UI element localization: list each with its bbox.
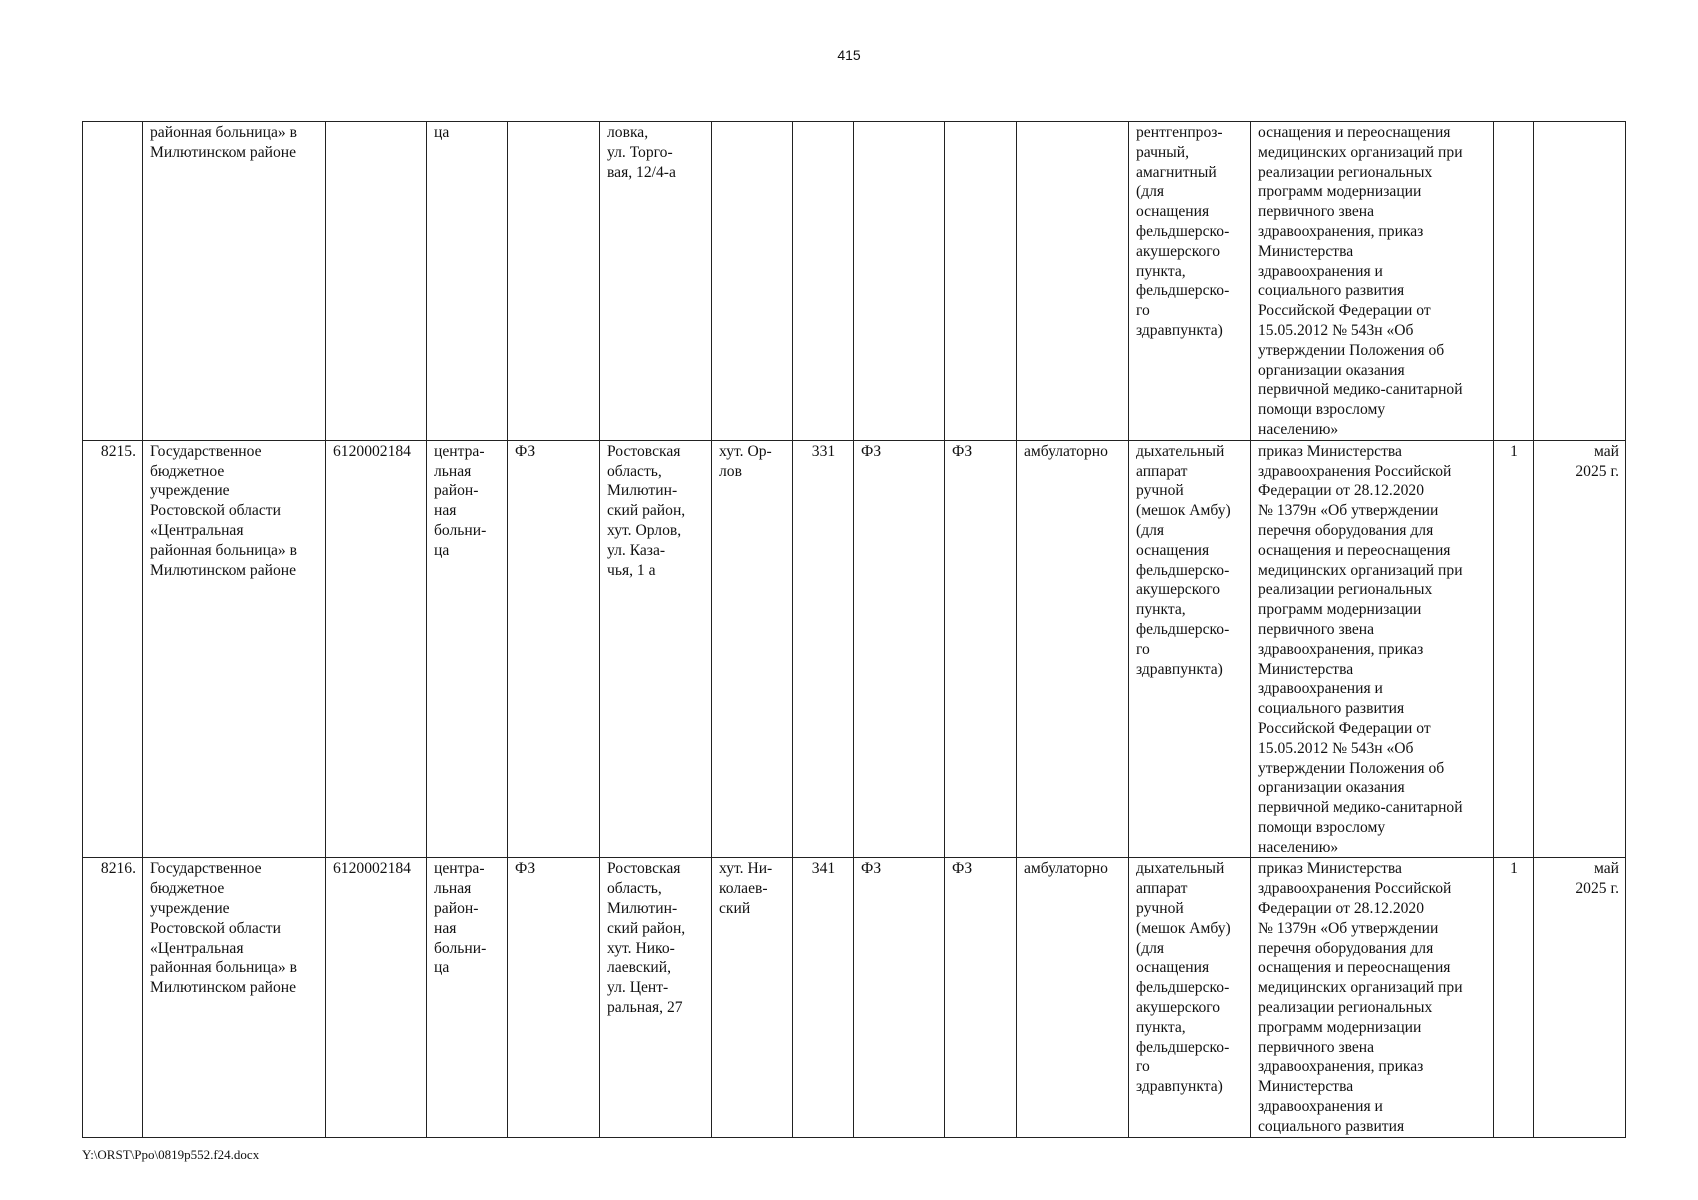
cell-basis: приказ Министерства здравоохранения Российской Федерации от 28.12.2020 № 1379н «Об утверждении перечня оборудования для оснащения и переоснащения медицинских организаций при реализации региональных программ модернизации первичного звена здравоохранения, приказ Министерства здравоохранения и социального развития Российской Федерации от 15.05.2012 № 543н «Об утверждении Положения об организации оказания первичной медико-санитарной помощи взрослому населению» (1251, 440, 1494, 858)
cell-number (83, 122, 143, 441)
cell-settlement: хут. Ор- лов (712, 440, 793, 858)
page-number: 415 (837, 47, 861, 63)
cell-organization: Государственное бюджетное учреждение Ростовской области «Центральная районная больница» в Милютинском районе (143, 440, 326, 858)
cell-unit (854, 122, 945, 441)
cell-inn: 6120002184 (326, 858, 427, 1137)
cell-inn: 6120002184 (326, 440, 427, 858)
equipment-table (82, 121, 1626, 1138)
cell-quantity: 1 (1494, 858, 1534, 1137)
cell-unit-type: ФЗ (945, 440, 1017, 858)
cell-org-type: центра- льная район- ная больни- ца (427, 858, 508, 1137)
cell-address: ловка, ул. Торго- вая, 12/4-а (600, 122, 712, 441)
cell-population (793, 122, 854, 441)
cell-number: 8215. (83, 440, 143, 858)
cell-settlement: хут. Ни- колаев- ский (712, 858, 793, 1137)
cell-unit: ФЗ (854, 858, 945, 1137)
cell-ownership: ФЗ (508, 858, 600, 1137)
cell-organization: районная больница» в Милютинском районе (143, 122, 326, 441)
cell-term (1534, 122, 1626, 441)
cell-number: 8216. (83, 858, 143, 1137)
cell-quantity: 1 (1494, 440, 1534, 858)
footer-file-path: Y:\ORST\Ppo\0819p552.f24.docx (82, 1147, 260, 1162)
cell-settlement (712, 122, 793, 441)
cell-term: май 2025 г. (1534, 858, 1626, 1137)
table-row (83, 122, 1626, 441)
cell-address: Ростовская область, Милютин- ский район, хут. Орлов, ул. Каза- чья, 1 а (600, 440, 712, 858)
cell-org-type: центра- льная район- ная больни- ца (427, 440, 508, 858)
cell-unit-type (945, 122, 1017, 441)
table-row (83, 440, 1626, 858)
cell-equipment: дыхательный аппарат ручной (мешок Амбу) (для оснащения фельдшерско- акушерского пункта, фельдшерско- го здравпункта) (1129, 440, 1251, 858)
cell-quantity (1494, 122, 1534, 441)
cell-unit-type: ФЗ (945, 858, 1017, 1137)
cell-equipment: дыхательный аппарат ручной (мешок Амбу) (для оснащения фельдшерско- акушерского пункта, фельдшерско- го здравпункта) (1129, 858, 1251, 1137)
cell-inn (326, 122, 427, 441)
cell-address: Ростовская область, Милютин- ский район, хут. Нико- лаевский, ул. Цент- ральная, 27 (600, 858, 712, 1137)
cell-term: май 2025 г. (1534, 440, 1626, 858)
cell-population: 341 (793, 858, 854, 1137)
cell-ownership: ФЗ (508, 440, 600, 858)
cell-population: 331 (793, 440, 854, 858)
cell-ownership (508, 122, 600, 441)
cell-equipment: рентгенпроз- рачный, амагнитный (для оснащения фельдшерско- акушерского пункта, фельдшерско- го здравпункта) (1129, 122, 1251, 441)
cell-care-form (1017, 122, 1129, 441)
cell-basis: оснащения и переоснащения медицинских организаций при реализации региональных программ модернизации первичного звена здравоохранения, приказ Министерства здравоохранения и социального развития Российской Федерации от 15.05.2012 № 543н «Об утверждении Положения об организации оказания первичной медико-санитарной помощи взрослому населению» (1251, 122, 1494, 441)
table-row (83, 858, 1626, 1137)
cell-org-type: ца (427, 122, 508, 441)
cell-organization: Государственное бюджетное учреждение Ростовской области «Центральная районная больница» в Милютинском районе (143, 858, 326, 1137)
cell-care-form: амбулаторно (1017, 440, 1129, 858)
cell-basis: приказ Министерства здравоохранения Российской Федерации от 28.12.2020 № 1379н «Об утверждении перечня оборудования для оснащения и переоснащения медицинских организаций при реализации региональных программ модернизации первичного звена здравоохранения, приказ Министерства здравоохранения и социального развития (1251, 858, 1494, 1137)
cell-unit: ФЗ (854, 440, 945, 858)
cell-care-form: амбулаторно (1017, 858, 1129, 1137)
